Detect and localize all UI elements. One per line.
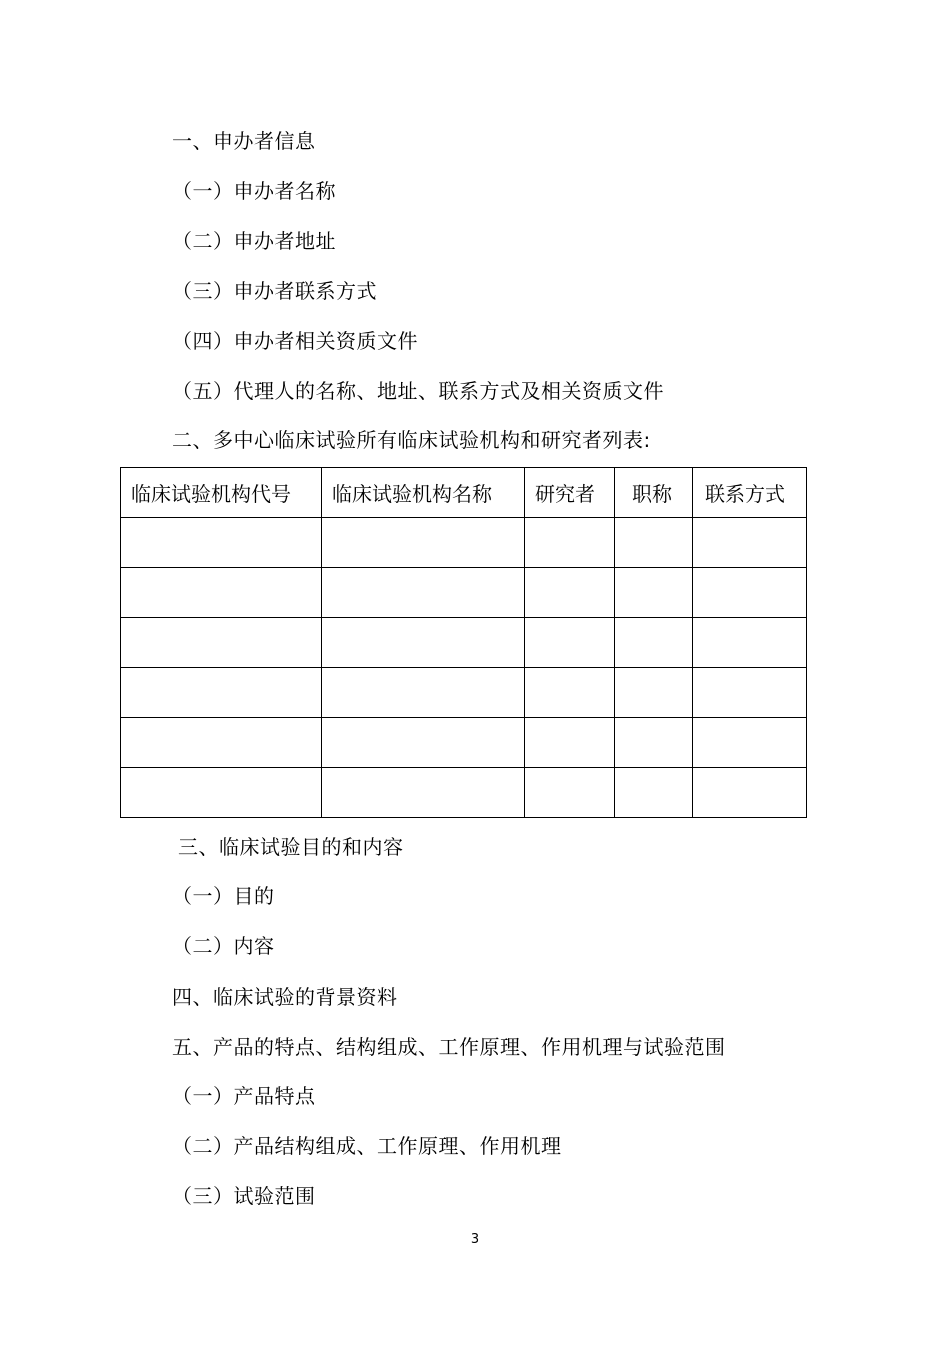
table-cell — [322, 768, 525, 818]
table-cell — [693, 518, 807, 568]
table-header-row — [121, 468, 807, 518]
table-cell — [525, 518, 615, 568]
item-product-characteristics: （一）产品特点 — [172, 1084, 316, 1108]
table-cell — [615, 518, 693, 568]
column-header-title: 职称 — [615, 468, 693, 518]
item-agent-info: （五）代理人的名称、地址、联系方式及相关资质文件 — [172, 379, 664, 403]
table-cell — [121, 618, 322, 668]
table-cell — [693, 568, 807, 618]
table-cell — [615, 718, 693, 768]
column-header-investigator: 研究者 — [525, 468, 615, 518]
heading-trial-purpose-content: 三、临床试验目的和内容 — [178, 835, 404, 859]
table-cell — [121, 668, 322, 718]
table-cell — [322, 668, 525, 718]
table-cell — [693, 618, 807, 668]
table-cell — [525, 668, 615, 718]
item-purpose: （一）目的 — [172, 884, 275, 908]
table-cell — [693, 768, 807, 818]
table-cell — [525, 618, 615, 668]
table-row — [121, 718, 807, 768]
table-cell — [525, 718, 615, 768]
table-cell — [615, 618, 693, 668]
institution-table — [120, 467, 807, 818]
table-row — [121, 668, 807, 718]
table-cell — [322, 718, 525, 768]
heading-institution-list: 二、多中心临床试验所有临床试验机构和研究者列表: — [172, 428, 651, 452]
table-row — [121, 618, 807, 668]
item-content: （二）内容 — [172, 934, 275, 958]
table-cell — [693, 668, 807, 718]
table-cell — [615, 568, 693, 618]
item-sponsor-address: （二）申办者地址 — [172, 229, 336, 253]
table-cell — [693, 718, 807, 768]
column-header-institution-name: 临床试验机构名称 — [322, 468, 525, 518]
table-row — [121, 568, 807, 618]
item-sponsor-name: （一）申办者名称 — [172, 179, 336, 203]
table-cell — [121, 518, 322, 568]
table-cell — [322, 618, 525, 668]
item-product-structure: （二）产品结构组成、工作原理、作用机理 — [172, 1134, 562, 1158]
table-cell — [322, 568, 525, 618]
table-cell — [121, 718, 322, 768]
heading-background: 四、临床试验的背景资料 — [172, 985, 398, 1009]
item-trial-scope: （三）试验范围 — [172, 1184, 316, 1208]
item-sponsor-contact: （三）申办者联系方式 — [172, 279, 377, 303]
heading-sponsor-info: 一、申办者信息 — [172, 129, 316, 153]
table-row — [121, 768, 807, 818]
item-sponsor-qualification: （四）申办者相关资质文件 — [172, 329, 418, 353]
table-cell — [525, 768, 615, 818]
table-row — [121, 518, 807, 568]
column-header-contact: 联系方式 — [693, 468, 807, 518]
table-cell — [322, 518, 525, 568]
table-cell — [615, 668, 693, 718]
heading-product-features: 五、产品的特点、结构组成、工作原理、作用机理与试验范围 — [172, 1035, 726, 1059]
table-cell — [121, 568, 322, 618]
table-cell — [615, 768, 693, 818]
table-cell — [525, 568, 615, 618]
column-header-institution-code: 临床试验机构代号 — [121, 468, 322, 518]
page-number: 3 — [470, 1232, 480, 1247]
table-cell — [121, 768, 322, 818]
